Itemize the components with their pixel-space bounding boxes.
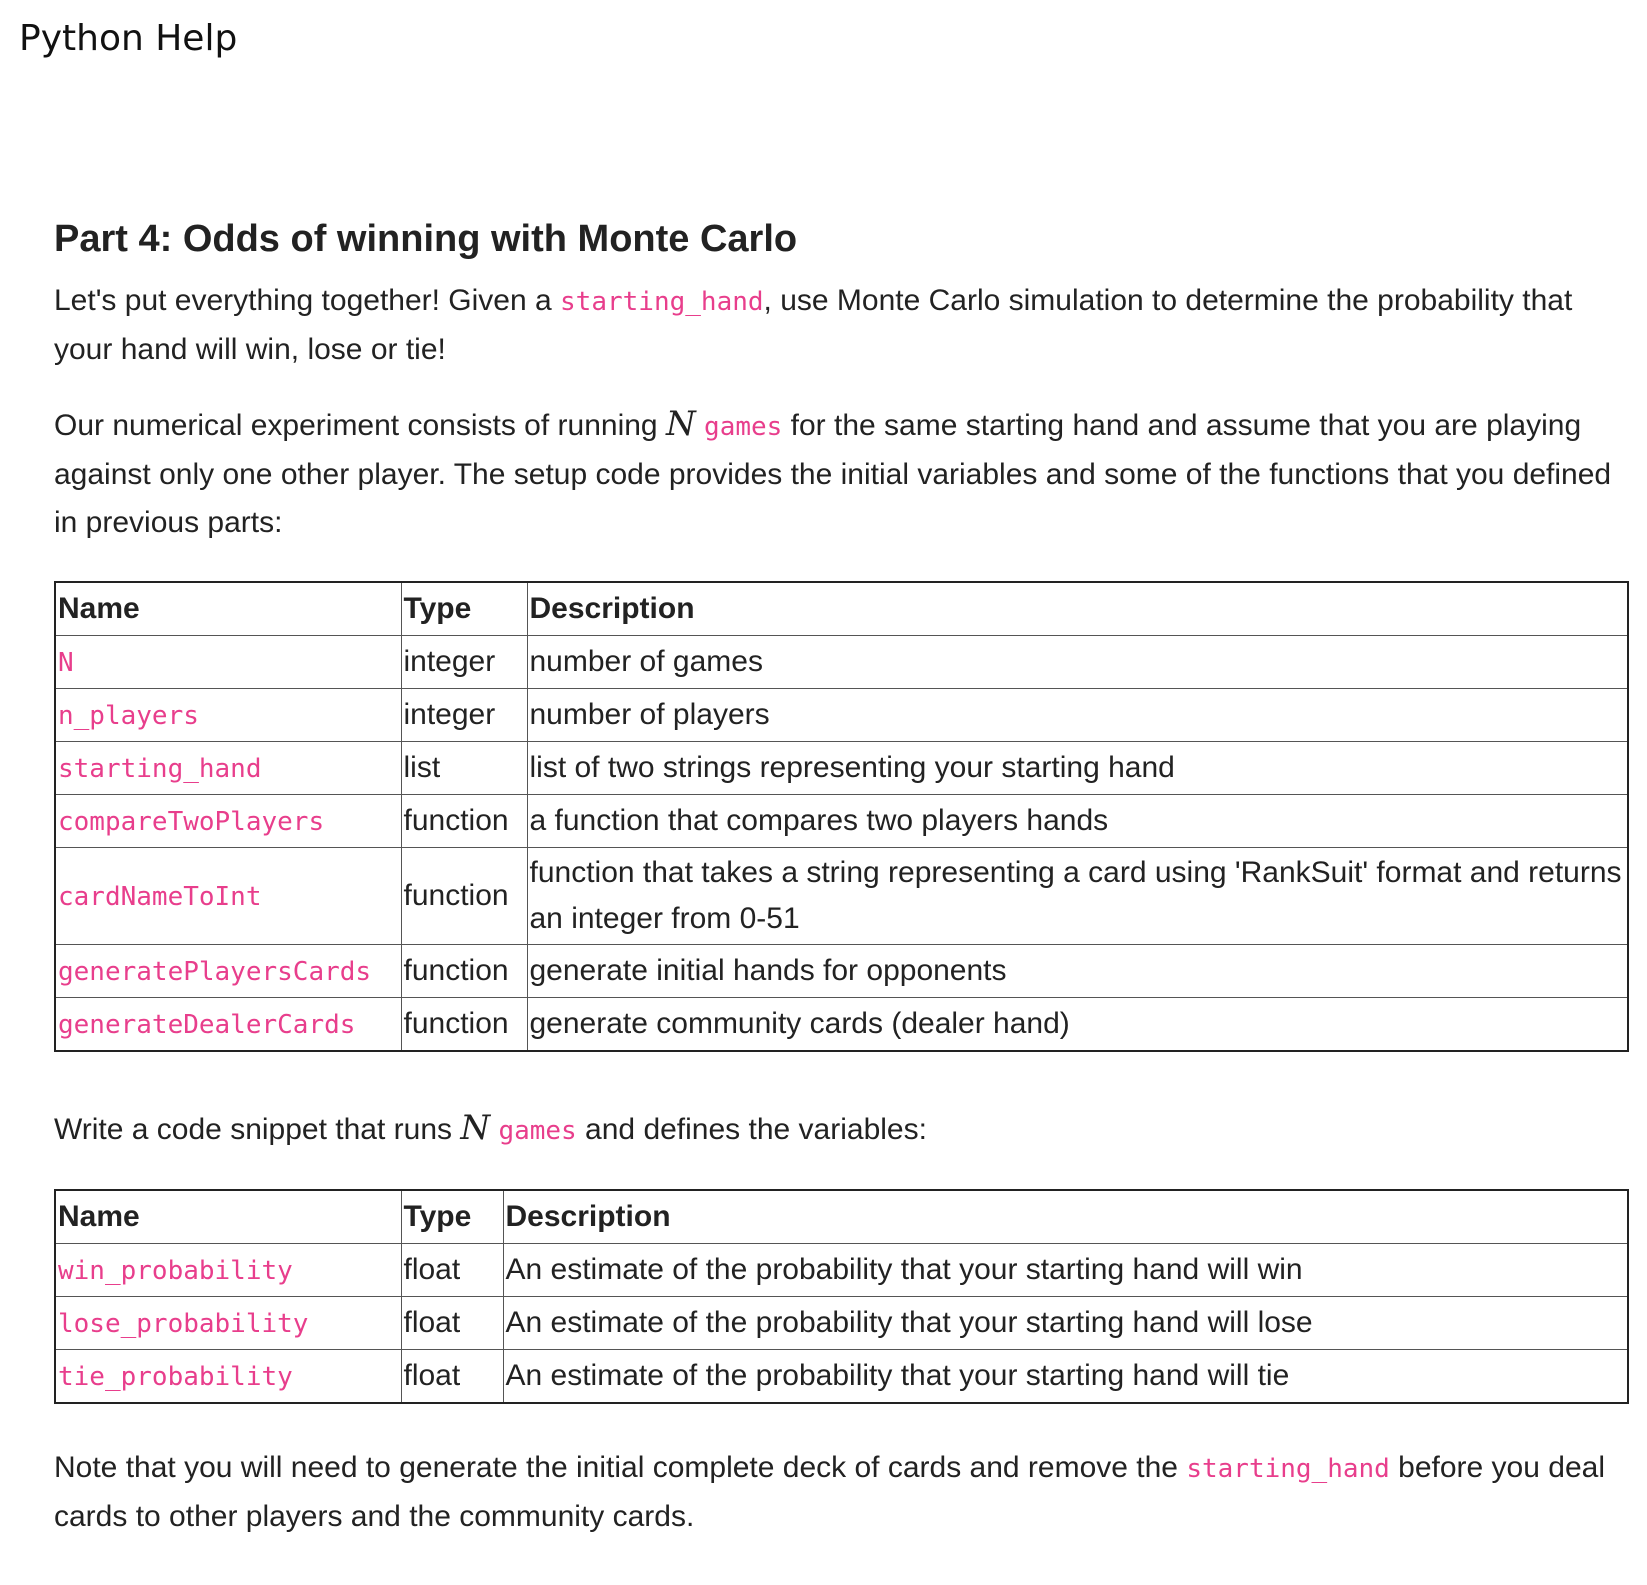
row-name-cell: [55, 689, 401, 742]
row-name-cell: [55, 1244, 401, 1297]
task-paragraph: [54, 1104, 1629, 1155]
intro-paragraph: [54, 277, 1629, 374]
row-name-cell: [55, 636, 401, 689]
table-row: [55, 1297, 1628, 1350]
row-description-cell: An estimate of the probability that your starting hand will tie: [503, 1350, 1628, 1404]
experiment-code: games: [704, 412, 783, 442]
section-title: Part 4: Odds of winning with Monte Carlo: [54, 218, 798, 260]
note-code: starting_hand: [1186, 1454, 1390, 1484]
row-name-cell: [55, 1350, 401, 1404]
variable-name: generatePlayersCards: [58, 957, 372, 987]
table-row: [55, 1244, 1628, 1297]
variable-name: n_players: [58, 701, 199, 731]
note-text-start: Note that you will need to generate the initial complete deck of cards and remove the: [54, 1451, 1187, 1484]
header-description: Description: [527, 582, 1628, 636]
row-description-cell: number of games: [527, 636, 1628, 689]
table-header-row: [55, 1190, 1628, 1244]
row-type-cell: function: [401, 795, 527, 848]
row-type-cell: float: [401, 1297, 503, 1350]
task-text-start: Write a code snippet that runs: [54, 1113, 461, 1146]
row-description-cell: An estimate of the probability that your starting hand will win: [503, 1244, 1628, 1297]
table-row: [55, 689, 1628, 742]
experiment-text-end: for the same starting hand and assume that you are playing against only one other player. The setup code provides the initial variables and some of the functions that you defined in previous parts:: [54, 409, 1612, 539]
row-name-cell: [55, 742, 401, 795]
variable-name: lose_probability: [58, 1309, 309, 1339]
intro-text-start: Let's put everything together! Given a: [54, 284, 561, 317]
output-variables-table: [54, 1189, 1629, 1404]
intro-text-end: , use Monte Carlo simulation to determine the probability that your hand will win, lose or tie!: [54, 284, 1573, 366]
table-header-row: [55, 582, 1628, 636]
variable-name: starting_hand: [58, 754, 262, 784]
row-type-cell: function: [401, 998, 527, 1052]
note-paragraph: [54, 1444, 1629, 1541]
header-type: Type: [401, 582, 527, 636]
row-name-cell: [55, 1297, 401, 1350]
variable-name: N: [58, 648, 74, 678]
row-description-cell: An estimate of the probability that your starting hand will lose: [503, 1297, 1628, 1350]
header-name: Name: [55, 582, 401, 636]
row-description-cell: list of two strings representing your starting hand: [527, 742, 1628, 795]
variable-name: compareTwoPlayers: [58, 807, 325, 837]
row-description-cell: number of players: [527, 689, 1628, 742]
variable-name: generateDealerCards: [58, 1010, 356, 1040]
main-content: [54, 218, 1629, 1541]
intro-code: starting_hand: [560, 287, 764, 317]
row-type-cell: list: [401, 742, 527, 795]
table-row: [55, 636, 1628, 689]
row-type-cell: float: [401, 1350, 503, 1404]
header-type: Type: [401, 1190, 503, 1244]
header-description: Description: [503, 1190, 1628, 1244]
task-text-end: and defines the variables:: [576, 1113, 927, 1146]
experiment-paragraph: [54, 400, 1629, 547]
table-row: [55, 945, 1628, 998]
variable-name: cardNameToInt: [58, 882, 262, 912]
row-description-cell: generate initial hands for opponents: [527, 945, 1628, 998]
row-description-cell: generate community cards (dealer hand): [527, 998, 1628, 1052]
row-name-cell: [55, 795, 401, 848]
variable-name: tie_probability: [58, 1362, 293, 1392]
table-row: [55, 848, 1628, 945]
row-name-cell: [55, 848, 401, 945]
row-type-cell: float: [401, 1244, 503, 1297]
row-name-cell: [55, 998, 401, 1052]
variable-name: win_probability: [58, 1256, 293, 1286]
note-text-end: before you deal cards to other players and the community cards.: [54, 1451, 1605, 1533]
row-description-cell: a function that compares two players hands: [527, 795, 1628, 848]
table-row: [55, 1350, 1628, 1404]
row-type-cell: integer: [401, 636, 527, 689]
experiment-text-start: Our numerical experiment consists of running: [54, 409, 666, 442]
setup-variables-table: [54, 581, 1629, 1052]
table-row: [55, 795, 1628, 848]
document-header: Python Help: [19, 18, 238, 59]
header-name: Name: [55, 1190, 401, 1244]
row-name-cell: [55, 945, 401, 998]
task-code: games: [498, 1116, 577, 1146]
table-row: [55, 998, 1628, 1052]
experiment-math-n: N: [665, 404, 696, 444]
task-math-n: N: [460, 1108, 491, 1148]
table-row: [55, 742, 1628, 795]
row-description-cell: function that takes a string representing a card using 'RankSuit' format and returns an integer from 0-51: [527, 848, 1628, 945]
row-type-cell: integer: [401, 689, 527, 742]
row-type-cell: function: [401, 848, 527, 945]
row-type-cell: function: [401, 945, 527, 998]
